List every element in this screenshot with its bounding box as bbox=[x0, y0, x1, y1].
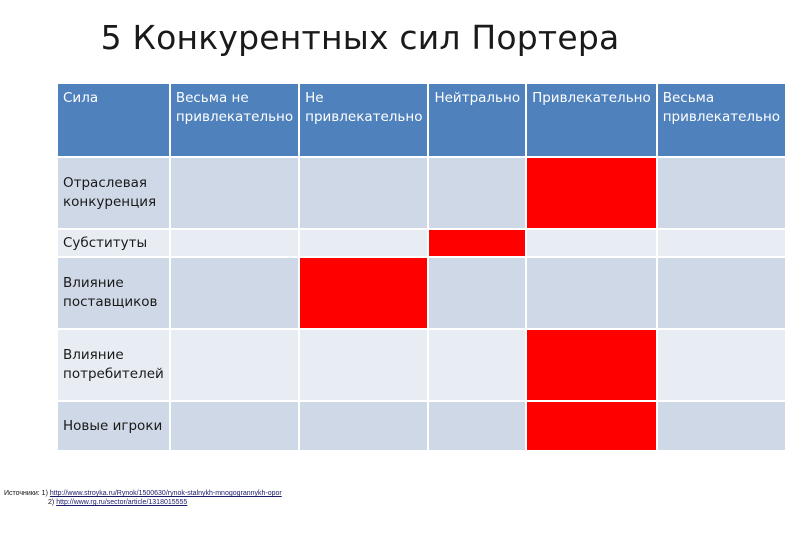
rating-mark bbox=[527, 402, 656, 450]
level-cell bbox=[429, 158, 525, 228]
source-link-2[interactable]: http://www.rg.ru/sector/article/1318015555 bbox=[56, 499, 188, 506]
rating-mark bbox=[429, 230, 525, 256]
sources-footnote bbox=[4, 489, 524, 507]
source-line-2 bbox=[4, 498, 524, 507]
header-row bbox=[58, 84, 785, 156]
table-row bbox=[58, 402, 785, 450]
source-line-1 bbox=[4, 489, 524, 498]
header-level-2: Не привлекательно bbox=[300, 84, 427, 156]
level-cell bbox=[171, 402, 298, 450]
row-label: Влияние поставщиков bbox=[58, 258, 169, 328]
rating-mark bbox=[300, 258, 427, 328]
level-cell bbox=[658, 230, 785, 256]
level-cell bbox=[171, 258, 298, 328]
table-row bbox=[58, 258, 785, 328]
table-row bbox=[58, 158, 785, 228]
source-prefix-2: 2) bbox=[48, 499, 55, 506]
source-prefix: Источники: 1) bbox=[4, 490, 48, 497]
level-cell bbox=[429, 402, 525, 450]
rating-mark bbox=[527, 330, 656, 400]
level-cell bbox=[300, 330, 427, 400]
header-level-1: Весьма не привлекательно bbox=[171, 84, 298, 156]
level-cell bbox=[658, 258, 785, 328]
slide-title: 5 Конкурентных сил Портера bbox=[100, 18, 620, 57]
level-cell bbox=[527, 230, 656, 256]
row-label: Новые игроки bbox=[58, 402, 169, 450]
row-label: Субституты bbox=[58, 230, 169, 256]
table-row bbox=[58, 230, 785, 256]
header-level-3: Нейтрально bbox=[429, 84, 525, 156]
row-label: Влияние потребителей bbox=[58, 330, 169, 400]
level-cell bbox=[658, 402, 785, 450]
level-cell bbox=[171, 230, 298, 256]
porter-forces-matrix bbox=[56, 82, 787, 452]
level-cell bbox=[527, 258, 656, 328]
level-cell bbox=[658, 330, 785, 400]
level-cell bbox=[300, 230, 427, 256]
level-cell bbox=[429, 258, 525, 328]
rating-mark bbox=[527, 158, 656, 228]
header-level-5: Весьма привлекательно bbox=[658, 84, 785, 156]
level-cell bbox=[171, 158, 298, 228]
level-cell bbox=[429, 330, 525, 400]
table-row bbox=[58, 330, 785, 400]
level-cell bbox=[300, 158, 427, 228]
level-cell bbox=[658, 158, 785, 228]
level-cell bbox=[300, 402, 427, 450]
header-level-4: Привлекательно bbox=[527, 84, 656, 156]
header-force: Сила bbox=[58, 84, 169, 156]
level-cell bbox=[171, 330, 298, 400]
source-link-1[interactable]: http://www.stroyka.ru/Rynok/1500630/rynok-stalnykh-mnogogrannykh-opor bbox=[49, 490, 282, 497]
row-label: Отраслевая конкуренция bbox=[58, 158, 169, 228]
